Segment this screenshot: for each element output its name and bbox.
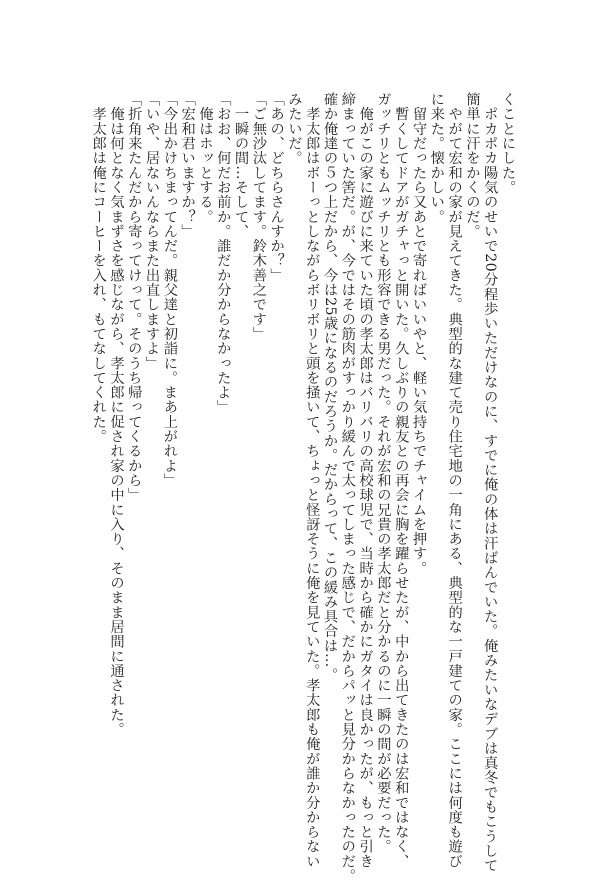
text-line: 「あの、どちらさんすか？」: [268, 92, 285, 283]
text-line: 俺がこの家に遊びに来ていた頃の孝太郎はバリバリの高校球児で、当時から確かにガタイは良かったが、もっと引き: [357, 92, 374, 869]
text-line: ガッチリともムッチリとも形容できる男だった。それが宏和の兄貴の孝太郎だと分かるのに一瞬の間が必要だった。: [375, 92, 392, 854]
text-line: ポカポカ陽気のせいで20分程歩いただけなのに、すでに俺の体は汗ばんでいた。俺みたいなデブは真冬でもこうして: [482, 92, 499, 873]
text-line: 俺はホッとする。: [197, 92, 214, 224]
text-line: 確か俺達の５つ上だから、今は25歳になるのだろうか。だからって、この緩み具合は…。: [322, 92, 339, 683]
text-line: 孝太郎は俺にコーヒーを入れ、もてなしてくれた。: [90, 92, 107, 444]
text-line: くことにした。: [500, 92, 516, 195]
text-line: みたいだ。: [286, 92, 303, 166]
text-line: 「おお、何だお前か。誰だか分からなかったよ」: [215, 92, 232, 415]
text-line: やがて宏和の家が見えてきた。典型的な建て売り住宅地の一角にある、典型的な一戸建ての家。ここには何度も遊び: [446, 92, 463, 869]
text-line: 締まっていた筈だ。が、今ではその筋肉がすっかり緩んで太ってしまった感じで、だからパッと見分からなかったのだ。: [339, 92, 356, 883]
text-line: 一瞬の間…そして、: [233, 92, 250, 239]
text-line: 「いや、居ないんならまた出直しますよ」: [144, 92, 161, 371]
text-line: 留守だったら又あとで寄ればいいやと、軽い気持ちでチャイムを押す。: [411, 92, 428, 576]
vertical-text-body: [89, 92, 516, 883]
text-line: 暫くしてドアがガチャっと開いた。久しぶりの親友との再会に胸を躍らせたが、中から出てきたのは宏和ではなく、: [393, 92, 410, 869]
text-line: 俺は何となく気まずさを感じながら、孝太郎に促され家の中に入り、そのまま居間に通された。: [108, 92, 125, 737]
text-line: 「宏和君いますか？」: [179, 92, 196, 239]
text-line: 「今出かけちまってんだ。親父達と初詣に。まあ上がれよ」: [161, 92, 178, 488]
text-line: 孝太郎はボーっとしながらボリボリと頭を掻いて、ちょっと怪訝そうに俺を見ていた。孝太郎も俺が誰か分からない: [304, 92, 321, 869]
text-line: に来た。懐かしい。: [428, 92, 445, 224]
text-line: 「折角来たんだから寄ってけって。そのうち帰ってくるから」: [126, 92, 143, 503]
text-line: 簡単に汗をかくのだ。: [464, 92, 481, 239]
text-line: 「ご無沙汰してます。鈴木善之です」: [250, 92, 267, 342]
